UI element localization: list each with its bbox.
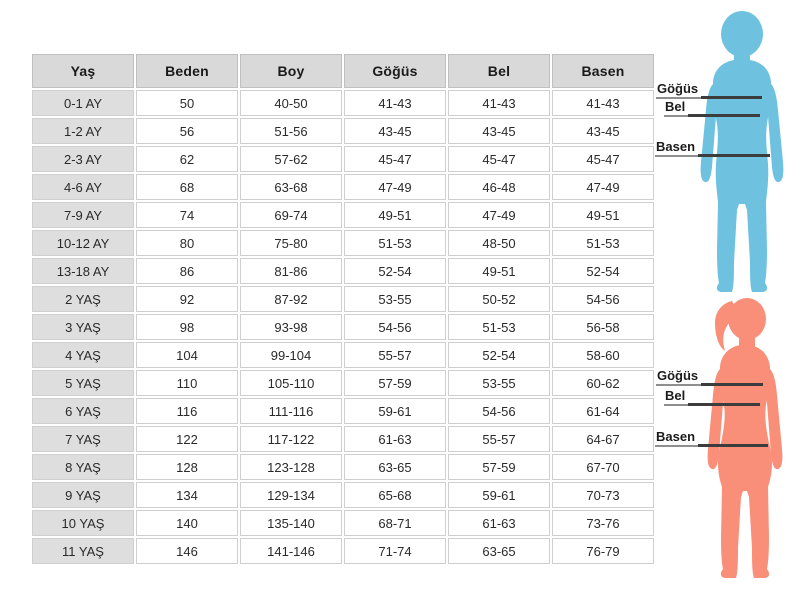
value-cell: 49-51	[552, 202, 654, 228]
waist-line	[688, 114, 760, 117]
table-row	[32, 454, 654, 480]
value-cell: 76-79	[552, 538, 654, 564]
value-cell: 54-56	[448, 398, 550, 424]
row-label-cell: 7-9 AY	[32, 202, 134, 228]
table-row	[32, 314, 654, 340]
value-cell: 80	[136, 230, 238, 256]
table-row	[32, 202, 654, 228]
value-cell: 61-64	[552, 398, 654, 424]
column-header: Beden	[136, 54, 238, 88]
row-label-cell: 5 YAŞ	[32, 370, 134, 396]
value-cell: 63-65	[344, 454, 446, 480]
hip-label: Basen	[655, 430, 698, 447]
row-label-cell: 13-18 AY	[32, 258, 134, 284]
table-row	[32, 538, 654, 564]
table-row	[32, 258, 654, 284]
table-row	[32, 426, 654, 452]
value-cell: 51-53	[448, 314, 550, 340]
value-cell: 53-55	[344, 286, 446, 312]
measure-waist-bottom	[664, 389, 760, 406]
value-cell: 41-43	[552, 90, 654, 116]
header-row	[32, 54, 654, 88]
value-cell: 58-60	[552, 342, 654, 368]
value-cell: 104	[136, 342, 238, 368]
value-cell: 56-58	[552, 314, 654, 340]
value-cell: 41-43	[344, 90, 446, 116]
value-cell: 63-65	[448, 538, 550, 564]
table-row	[32, 118, 654, 144]
value-cell: 75-80	[240, 230, 342, 256]
column-header: Basen	[552, 54, 654, 88]
table-row	[32, 510, 654, 536]
value-cell: 45-47	[448, 146, 550, 172]
row-label-cell: 0-1 AY	[32, 90, 134, 116]
value-cell: 98	[136, 314, 238, 340]
measure-waist-top	[664, 100, 760, 117]
value-cell: 81-86	[240, 258, 342, 284]
column-header: Yaş	[32, 54, 134, 88]
column-header: Boy	[240, 54, 342, 88]
measure-chest-top	[656, 82, 762, 99]
value-cell: 63-68	[240, 174, 342, 200]
measure-hip-bottom	[655, 430, 768, 447]
row-label-cell: 4-6 AY	[32, 174, 134, 200]
value-cell: 61-63	[448, 510, 550, 536]
value-cell: 93-98	[240, 314, 342, 340]
table-row	[32, 146, 654, 172]
value-cell: 51-53	[344, 230, 446, 256]
value-cell: 52-54	[552, 258, 654, 284]
table-row	[32, 482, 654, 508]
table-row	[32, 342, 654, 368]
value-cell: 110	[136, 370, 238, 396]
value-cell: 51-56	[240, 118, 342, 144]
value-cell: 49-51	[448, 258, 550, 284]
value-cell: 69-74	[240, 202, 342, 228]
value-cell: 70-73	[552, 482, 654, 508]
value-cell: 67-70	[552, 454, 654, 480]
chest-line	[701, 383, 763, 386]
value-cell: 99-104	[240, 342, 342, 368]
measure-hip-top	[655, 140, 770, 157]
value-cell: 40-50	[240, 90, 342, 116]
size-chart-table	[30, 52, 656, 566]
value-cell: 56	[136, 118, 238, 144]
value-cell: 47-49	[448, 202, 550, 228]
row-label-cell: 10 YAŞ	[32, 510, 134, 536]
row-label-cell: 6 YAŞ	[32, 398, 134, 424]
value-cell: 117-122	[240, 426, 342, 452]
hip-line	[698, 444, 768, 447]
value-cell: 65-68	[344, 482, 446, 508]
row-label-cell: 10-12 AY	[32, 230, 134, 256]
value-cell: 64-67	[552, 426, 654, 452]
value-cell: 140	[136, 510, 238, 536]
value-cell: 86	[136, 258, 238, 284]
value-cell: 52-54	[448, 342, 550, 368]
row-label-cell: 3 YAŞ	[32, 314, 134, 340]
value-cell: 51-53	[552, 230, 654, 256]
waist-line	[688, 403, 760, 406]
value-cell: 59-61	[448, 482, 550, 508]
value-cell: 73-76	[552, 510, 654, 536]
value-cell: 54-56	[344, 314, 446, 340]
value-cell: 74	[136, 202, 238, 228]
table-row	[32, 230, 654, 256]
row-label-cell: 2-3 AY	[32, 146, 134, 172]
value-cell: 71-74	[344, 538, 446, 564]
value-cell: 105-110	[240, 370, 342, 396]
chest-line	[701, 96, 762, 99]
value-cell: 68-71	[344, 510, 446, 536]
hip-line	[698, 154, 770, 157]
value-cell: 50-52	[448, 286, 550, 312]
value-cell: 146	[136, 538, 238, 564]
value-cell: 45-47	[344, 146, 446, 172]
chest-label: Göğüs	[656, 369, 701, 386]
value-cell: 129-134	[240, 482, 342, 508]
value-cell: 43-45	[448, 118, 550, 144]
value-cell: 43-45	[552, 118, 654, 144]
row-label-cell: 9 YAŞ	[32, 482, 134, 508]
table-row	[32, 286, 654, 312]
table-row	[32, 370, 654, 396]
value-cell: 53-55	[448, 370, 550, 396]
table-row	[32, 90, 654, 116]
value-cell: 62	[136, 146, 238, 172]
waist-label: Bel	[664, 389, 688, 406]
row-label-cell: 8 YAŞ	[32, 454, 134, 480]
value-cell: 47-49	[344, 174, 446, 200]
table-row	[32, 174, 654, 200]
value-cell: 41-43	[448, 90, 550, 116]
value-cell: 87-92	[240, 286, 342, 312]
value-cell: 48-50	[448, 230, 550, 256]
chest-label: Göğüs	[656, 82, 701, 99]
measure-chest-bottom	[656, 369, 763, 386]
value-cell: 46-48	[448, 174, 550, 200]
value-cell: 49-51	[344, 202, 446, 228]
value-cell: 122	[136, 426, 238, 452]
value-cell: 141-146	[240, 538, 342, 564]
value-cell: 50	[136, 90, 238, 116]
value-cell: 55-57	[344, 342, 446, 368]
value-cell: 43-45	[344, 118, 446, 144]
value-cell: 135-140	[240, 510, 342, 536]
value-cell: 59-61	[344, 398, 446, 424]
column-header: Göğüs	[344, 54, 446, 88]
row-label-cell: 2 YAŞ	[32, 286, 134, 312]
value-cell: 57-62	[240, 146, 342, 172]
row-label-cell: 11 YAŞ	[32, 538, 134, 564]
value-cell: 116	[136, 398, 238, 424]
waist-label: Bel	[664, 100, 688, 117]
value-cell: 134	[136, 482, 238, 508]
value-cell: 47-49	[552, 174, 654, 200]
row-label-cell: 4 YAŞ	[32, 342, 134, 368]
value-cell: 128	[136, 454, 238, 480]
value-cell: 60-62	[552, 370, 654, 396]
value-cell: 52-54	[344, 258, 446, 284]
table-row	[32, 398, 654, 424]
value-cell: 57-59	[344, 370, 446, 396]
value-cell: 123-128	[240, 454, 342, 480]
value-cell: 68	[136, 174, 238, 200]
value-cell: 57-59	[448, 454, 550, 480]
row-label-cell: 7 YAŞ	[32, 426, 134, 452]
value-cell: 92	[136, 286, 238, 312]
column-header: Bel	[448, 54, 550, 88]
value-cell: 54-56	[552, 286, 654, 312]
value-cell: 61-63	[344, 426, 446, 452]
row-label-cell: 1-2 AY	[32, 118, 134, 144]
value-cell: 111-116	[240, 398, 342, 424]
value-cell: 55-57	[448, 426, 550, 452]
value-cell: 45-47	[552, 146, 654, 172]
hip-label: Basen	[655, 140, 698, 157]
